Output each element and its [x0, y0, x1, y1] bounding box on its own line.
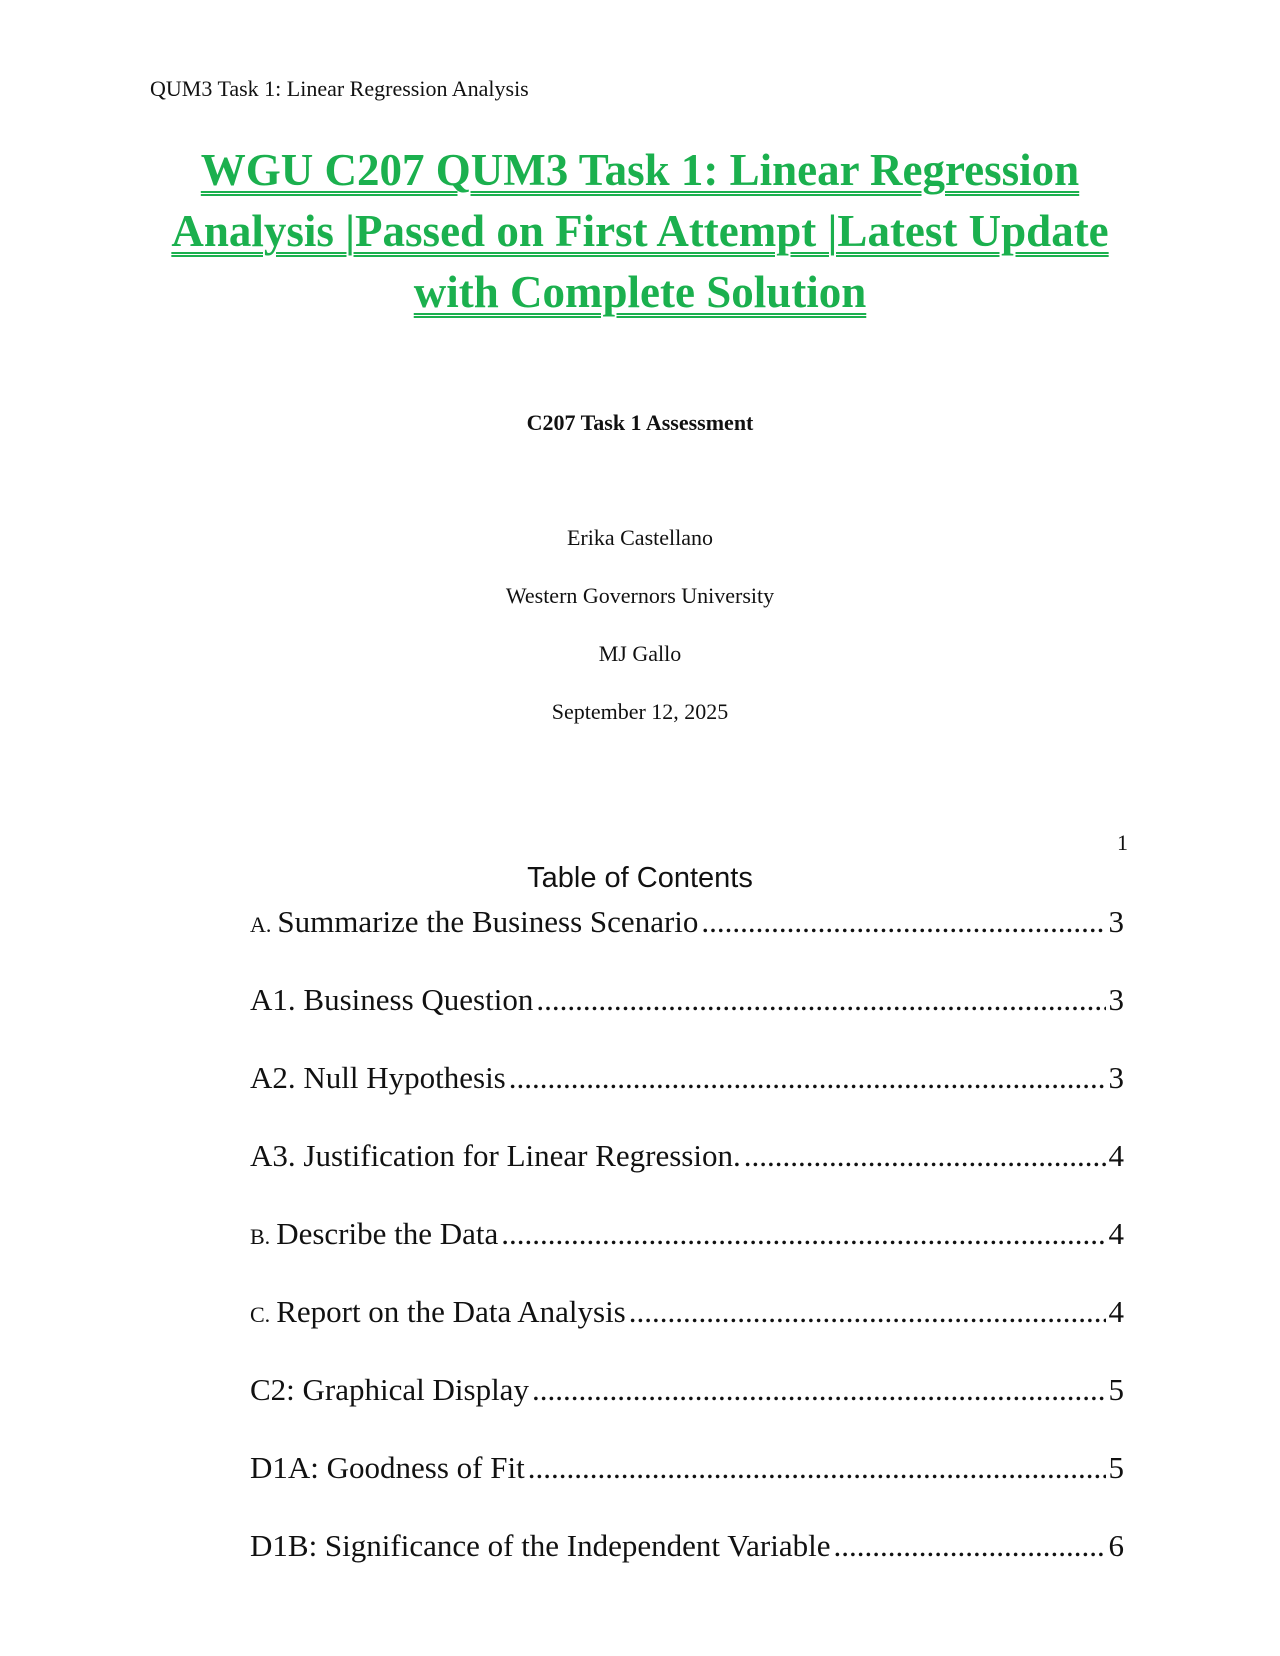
- toc-dot-leader: [701, 902, 1105, 942]
- toc-entry-prefix: B.: [250, 1224, 271, 1249]
- toc-entry-prefix: A.: [250, 912, 272, 937]
- toc-dot-leader: [501, 1214, 1105, 1254]
- toc-entry-page: 3: [1108, 982, 1124, 1017]
- toc-dot-leader: [536, 980, 1105, 1020]
- assessment-title: C207 Task 1 Assessment: [526, 410, 754, 435]
- toc-entry-page: 5: [1108, 1372, 1124, 1407]
- toc-entry-page: 4: [1108, 1216, 1124, 1251]
- table-of-contents: [250, 902, 1124, 1604]
- toc-entry-label: C2: Graphical Display: [250, 1372, 529, 1407]
- document-date: September 12, 2025: [551, 699, 729, 724]
- toc-entry[interactable]: [250, 1370, 1124, 1448]
- toc-entry-page: 5: [1108, 1450, 1124, 1485]
- toc-entry[interactable]: [250, 1214, 1124, 1292]
- toc-dot-leader: [528, 1448, 1106, 1488]
- toc-entry-page: 4: [1108, 1138, 1124, 1173]
- toc-dot-leader: [629, 1292, 1106, 1332]
- toc-entry-label: D1A: Goodness of Fit: [250, 1450, 525, 1485]
- toc-entry-label: Summarize the Business Scenario: [277, 904, 699, 939]
- toc-entry-label: A2. Null Hypothesis: [250, 1060, 506, 1095]
- author-name: Erika Castellano: [566, 525, 713, 550]
- toc-heading: Table of Contents: [527, 862, 753, 894]
- toc-dot-leader: [744, 1136, 1106, 1176]
- toc-entry-page: 6: [1108, 1528, 1124, 1563]
- toc-dot-leader: [509, 1058, 1106, 1098]
- toc-entry[interactable]: [250, 1448, 1124, 1526]
- toc-entry-label: D1B: Significance of the Independent Variable: [250, 1528, 831, 1563]
- toc-entry-page: 4: [1108, 1294, 1124, 1329]
- toc-entry-label: Describe the Data: [276, 1216, 499, 1251]
- toc-dot-leader: [532, 1370, 1106, 1410]
- toc-entry-label: A3. Justification for Linear Regression.: [250, 1138, 741, 1173]
- toc-entry[interactable]: [250, 1136, 1124, 1214]
- toc-entry[interactable]: [250, 1526, 1124, 1604]
- title-line-2[interactable]: Analysis |Passed on First Attempt |Latest Update: [171, 206, 1109, 256]
- toc-entry[interactable]: [250, 902, 1124, 980]
- page-number: 1: [1117, 830, 1128, 855]
- toc-entry-page: 3: [1108, 904, 1124, 939]
- title-line-3[interactable]: with Complete Solution: [413, 267, 867, 317]
- toc-entry-page: 3: [1108, 1060, 1124, 1095]
- instructor-name: MJ Gallo: [598, 641, 682, 666]
- institution-name: Western Governors University: [505, 583, 775, 608]
- author-block: [0, 525, 1280, 757]
- toc-entry-label: Report on the Data Analysis: [276, 1294, 626, 1329]
- toc-entry-label: A1. Business Question: [250, 982, 534, 1017]
- running-head: QUM3 Task 1: Linear Regression Analysis: [150, 76, 529, 101]
- title-line-1[interactable]: WGU C207 QUM3 Task 1: Linear Regression: [200, 145, 1080, 195]
- toc-entry[interactable]: [250, 1292, 1124, 1370]
- toc-entry[interactable]: [250, 1058, 1124, 1136]
- toc-dot-leader: [834, 1526, 1106, 1566]
- toc-entry-prefix: C.: [250, 1302, 271, 1327]
- toc-entry[interactable]: [250, 980, 1124, 1058]
- document-title[interactable]: [140, 140, 1140, 323]
